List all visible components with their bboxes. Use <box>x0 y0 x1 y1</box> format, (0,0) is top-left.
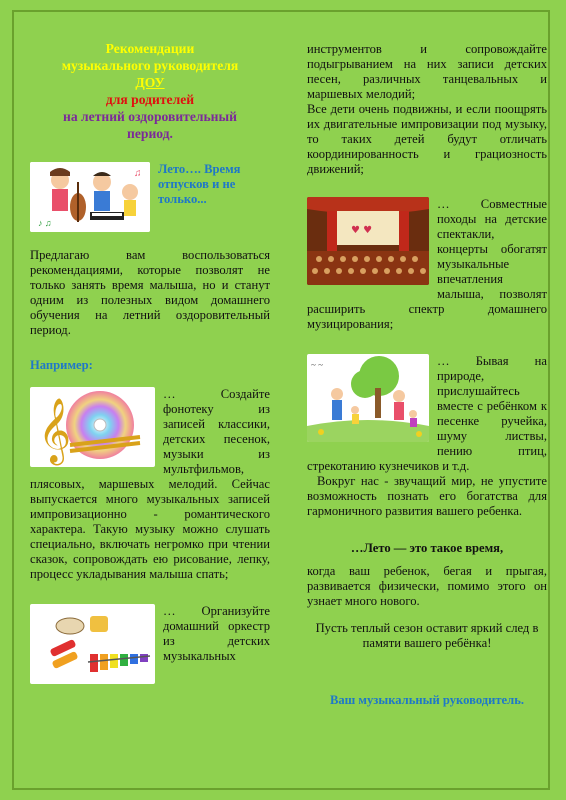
theater-text: … Совместные походы на детские спектакли, концерты обогатят музыкальные впечатления малыша, позволят расширить спектр домашнего музицирования; <box>307 197 547 331</box>
orchestra-text: … Организуйте домашний оркестр из детских музыкальных <box>163 604 270 663</box>
theater-block <box>307 197 547 332</box>
intro-text: Предлагаю вам воспользоваться рекомендациями, которые позволят не только занять время малыша, но и станут одним из полезных видом домашнего обучения на летний оздоровительный период. <box>30 248 270 337</box>
title-line-6: период. <box>127 126 173 141</box>
musicians-image <box>30 162 150 232</box>
title-line-1: Рекомендации <box>105 41 195 56</box>
instruments-image <box>30 604 155 684</box>
cd-music-image <box>30 387 155 467</box>
title-line-5: на летний оздоровительный <box>63 109 237 124</box>
nature-block <box>307 354 547 519</box>
right-column <box>307 42 547 708</box>
signature: Ваш музыкальный руководитель. <box>329 693 525 707</box>
mobile-text: Все дети очень подвижны, и если поощрять их двигательные импровизации под музыку, то таких детей будут отличать координированность и грациозность движений; <box>307 102 547 176</box>
title-line-4: для родителей <box>105 92 195 107</box>
theater-image <box>307 197 429 285</box>
nature-text: … Бывая на природе, прислушайтесь вместе с ребёнком к песенке ручейка, шуму листвы, пению птиц, стрекотанию кузнечиков и т.д. <box>307 354 547 473</box>
svg-text:~ ~: ~ ~ <box>311 360 323 370</box>
summer-block <box>30 162 270 338</box>
title-line-3: ДОУ <box>135 75 165 90</box>
svg-text:𝄞: 𝄞 <box>38 398 72 463</box>
orchestra-continued-text: инструментов и сопровождайте подыгрыванием на них записи детских песен, различных танцевальных и маршевых мелодий; <box>307 42 547 101</box>
wish-text: Пусть теплый сезон оставит яркий след в памяти вашего ребёнка! <box>315 621 539 650</box>
world-text: Вокруг нас - звучащий мир, не упустите возможность познать его богатства для гармоничного развития вашего ребенка. <box>307 474 547 518</box>
summer-time-heading: …Лето — это такое время, <box>350 541 504 555</box>
phonoteka-text: … Создайте фонотеку из записей классики, детских песенок, музыки из мультфильмов, плясовых, маршевых мелодий. Сейчас выпускается много музыкальных записей импровизационно - романтического характера. Такую музыку можно слушать специально, включать негромко при чтении сказок, сопровождать ею рисование, лепку, процесс укладывания малыша спать; <box>30 387 270 581</box>
family-nature-image <box>307 354 429 442</box>
svg-text:♪ ♫: ♪ ♫ <box>38 218 52 228</box>
orchestra-block <box>30 604 270 664</box>
example-label: Например: <box>30 358 93 372</box>
flyer-title <box>30 40 270 142</box>
summer-time-text: когда ваш ребенок, бегая и прыгая, развивается физически, помимо этого он узнает много нового. <box>307 564 547 608</box>
title-line-2: музыкального руководителя <box>61 58 239 73</box>
left-column <box>30 30 270 688</box>
svg-text:♥ ♥: ♥ ♥ <box>351 225 373 236</box>
svg-text:♫: ♫ <box>134 168 142 179</box>
summer-heading: Лето…. Время отпусков и не только... <box>158 162 241 206</box>
phonoteka-block <box>30 387 270 582</box>
